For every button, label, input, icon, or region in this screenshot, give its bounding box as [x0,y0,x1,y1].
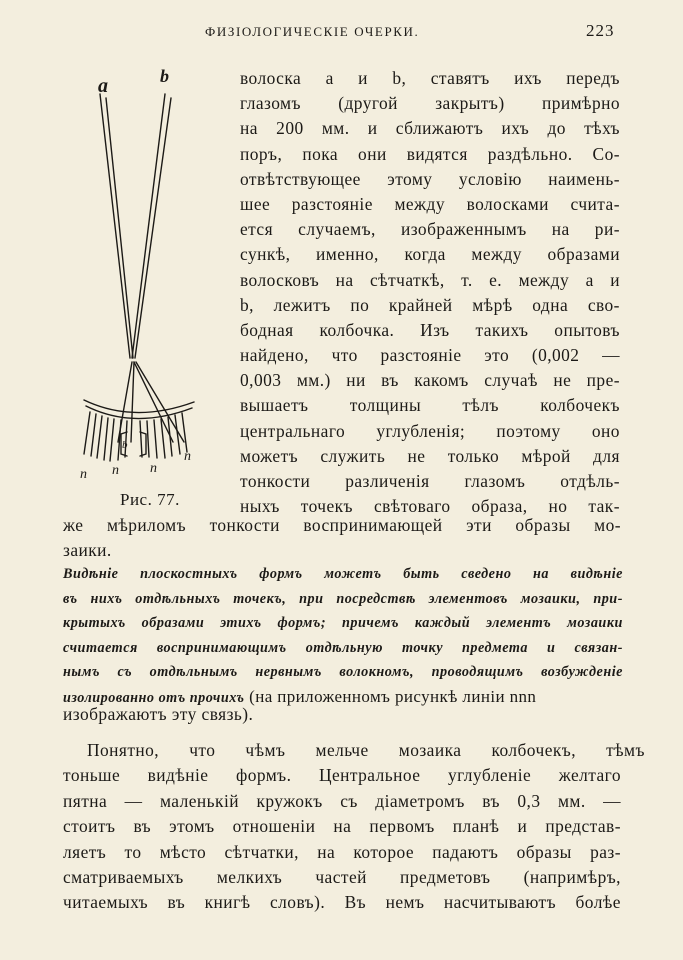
italic-line: нымъ съ отдѣльнымъ нервнымъ волокномъ, проводящимъ возбужденiе [63,664,623,681]
text-line: b, лежитъ по крайней мѣрѣ одна сво- [240,294,620,315]
text-line: на 200 мм. и сближаютъ ихъ до тѣхъ [240,118,620,139]
running-title: ФИЗIОЛОГИЧЕСКIЕ ОЧЕРКИ. [205,24,420,39]
text-line: сункѣ, именно, когда между образами [240,244,620,265]
plain-fragment: (на приложенномъ рисункѣ линiи nnn [244,686,537,706]
paragraph-2 [63,738,645,916]
text-line: шее разстоянiе между волосками счита- [240,193,620,214]
retina-curve [84,400,194,413]
italic-line: въ нихъ отдѣльныхъ точекъ, при посредствѣ элементовъ мозаики, при- [63,590,623,607]
text-line: ныхъ точекъ свѣтоваго образа, но так- [240,496,620,517]
label-n: n [112,463,119,478]
text-column [240,66,620,519]
text-line: же мѣриломъ тонкости воспринимающей эти образы мо- [63,515,621,535]
ray-line [100,94,130,358]
text-line: Понятно, что чѣмъ мельче мозаика колбочекъ, тѣмъ [87,740,645,760]
ray-line [131,362,134,442]
retina-diagram [70,62,235,507]
text-line: сматриваемыхъ мелкихъ частей предметовъ (напримѣръ, [63,866,621,887]
italic-statement [63,562,623,710]
text-line: стоитъ въ этомъ отношенiи на первомъ планѣ и представ- [63,816,621,837]
text-line: тоньше видѣнiе формъ. Центральное углубленiе желтаго [63,765,621,786]
text-line: ется случаемъ, изображеннымъ на ри- [240,219,620,240]
text-line: бодная колбочка. Изъ такихъ опытовъ [240,319,620,340]
figure-caption: Рис. 77. [120,490,180,509]
label-bracket: b [122,439,128,451]
label-b: b [160,66,169,86]
text-line: читаемыхъ въ книгѣ словъ). Въ немъ насчитываютъ болѣе [63,892,621,913]
plain-line: изображаютъ эту связь). [63,704,254,724]
text-line: ляетъ то мѣсто сѣтчатки, на которое падаютъ образы раз- [63,841,621,862]
text-line: волосковъ на сѣтчаткѣ, т. е. между а и [240,269,620,290]
text-line: найдено, что разстоянiе это (0,002 — [240,345,620,366]
label-a: a [98,75,108,97]
italic-line: считается воспринимающимъ отдѣльную точку предмета и связан- [63,639,623,656]
ray-line [132,94,165,358]
text-line: можетъ служить не только мѣрой для [240,445,620,466]
text-line: волоска а и b, ставятъ ихъ передъ [240,68,620,88]
text-line-last: заики. [63,540,112,561]
label-n: n [150,461,157,476]
italic-fragment: изолированно отъ прочихъ [63,689,245,706]
text-line: отвѣтствующее этому условiю наимень- [240,168,620,189]
ray-line [135,98,171,358]
page-number: 223 [586,21,615,40]
italic-line: крытыхъ образами этихъ формъ; причемъ каждый элементъ мозаики [63,615,623,632]
text-line: 0,003 мм.) ни въ какомъ случаѣ не пре- [240,370,620,391]
text-line: поръ, пока они видятся раздѣльно. Со- [240,143,620,164]
label-n: n [184,449,191,464]
figure-77 [70,62,235,507]
text-line: пятна — маленькiй кружокъ съ дiаметромъ въ 0,3 мм. — [63,790,621,811]
paragraph-continuation [63,513,621,563]
text-line: центральнаго углубленiя; поэтому оно [240,420,620,441]
italic-line: Видѣнiе плоскостныхъ формъ можетъ быть сведено на видѣнiе [63,566,623,582]
label-n: n [80,467,87,482]
text-line: вышаетъ толщины тѣлъ колбочекъ [240,395,620,416]
text-line: тонкости различенiя глазомъ отдѣль- [240,471,620,491]
text-line: глазомъ (другой закрытъ) примѣрно [240,93,620,114]
ray-line [106,98,133,358]
